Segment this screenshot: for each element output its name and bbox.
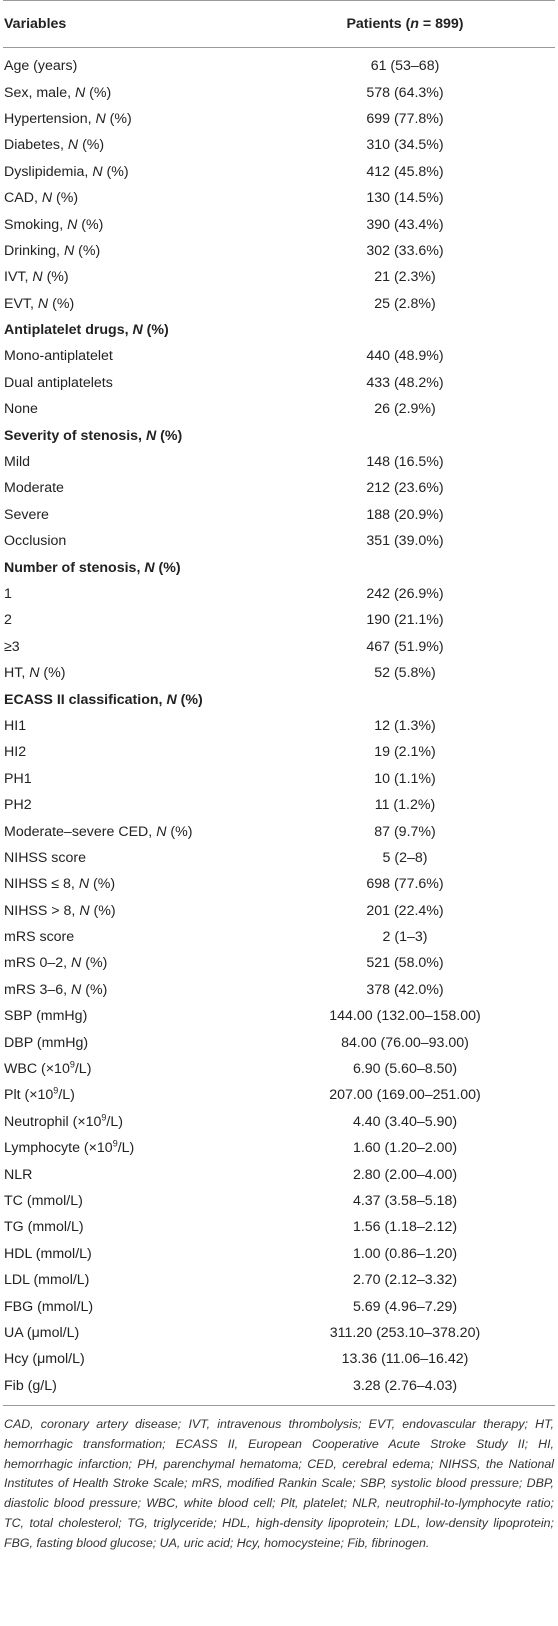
table-row: [3, 1029, 555, 1055]
row-value: 521 (58.0%): [366, 955, 444, 972]
table-row: [3, 1109, 555, 1135]
row-label: HI1: [4, 717, 27, 734]
row-label: Hcy (μmol/L): [4, 1351, 85, 1368]
row-value: 61 (53–68): [370, 58, 440, 75]
table-row: [3, 475, 555, 501]
row-label: ECASS II classification, N (%): [4, 691, 203, 708]
row-label: Mono-antiplatelet: [4, 348, 113, 365]
table-row: [3, 766, 555, 792]
row-label: Drinking, N (%): [4, 242, 101, 259]
row-label: 2: [4, 612, 12, 629]
table-row: [3, 1082, 555, 1108]
row-label: Dyslipidemia, N (%): [4, 163, 129, 180]
row-value: 190 (21.1%): [366, 612, 444, 629]
row-label: DBP (mmHg): [4, 1034, 89, 1051]
table-row: [3, 1161, 555, 1187]
table-row: [3, 185, 555, 211]
table-row: [3, 660, 555, 686]
row-value: 130 (14.5%): [366, 190, 444, 207]
row-value: 5 (2–8): [382, 849, 428, 866]
row-label: mRS 3–6, N (%): [4, 981, 108, 998]
row-label: Plt $(\times 10^9/L)$: [4, 1085, 75, 1104]
header-patients: Patients (n = 899): [346, 16, 464, 32]
row-label: None: [4, 401, 38, 418]
row-label: Severity of stenosis, N (%): [4, 427, 183, 444]
row-value: 1.00 (0.86–1.20): [352, 1245, 458, 1262]
row-label: mRS score: [4, 929, 75, 946]
row-value: 4.40 (3.40–5.90): [352, 1113, 458, 1130]
section-header-row: [3, 554, 555, 580]
table-row: [3, 264, 555, 290]
table-row: [3, 1003, 555, 1029]
row-label: Lymphocyte $(\times 10^9/L)$: [4, 1138, 135, 1157]
table-body: [3, 48, 555, 1399]
row-value: 10 (1.1%): [374, 770, 436, 787]
table-row: [3, 1346, 555, 1372]
row-label: SBP (mmHg): [4, 1008, 88, 1025]
table-row: [3, 924, 555, 950]
table-row: [3, 950, 555, 976]
table-row: [3, 343, 555, 369]
row-value: 440 (48.9%): [366, 348, 444, 365]
row-label: Neutrophil $(\times 10^9/L)$: [4, 1112, 123, 1130]
row-label: TG (mmol/L): [4, 1219, 84, 1236]
table-row: [3, 792, 555, 818]
row-value: 201 (22.4%): [366, 902, 444, 919]
table-row: [3, 1373, 555, 1399]
row-label: Moderate–severe CED, N (%): [4, 823, 193, 840]
row-value: 2 (1–3): [382, 929, 428, 946]
header-variables: Variables: [4, 16, 67, 32]
table-row: [3, 1056, 555, 1082]
row-value: 5.69 (4.96–7.29): [352, 1298, 458, 1315]
row-label: NIHSS score: [4, 849, 86, 866]
row-label: WBC $(\times 10^9/L)$: [4, 1059, 92, 1078]
table-row: [3, 396, 555, 422]
table-row: [3, 977, 555, 1003]
table-row: [3, 211, 555, 237]
row-label: Mild: [4, 454, 31, 471]
section-header-row: [3, 317, 555, 343]
row-label: HT, N (%): [4, 665, 66, 682]
row-value: 351 (39.0%): [366, 533, 444, 550]
row-label: ≥3: [4, 638, 20, 655]
row-value: 52 (5.8%): [374, 665, 436, 682]
row-value: 1.60 (1.20–2.00): [352, 1140, 458, 1157]
row-value: 6.90 (5.60–8.50): [352, 1061, 458, 1078]
row-label: Antiplatelet drugs, N (%): [4, 322, 169, 339]
table-row: [3, 634, 555, 660]
row-label: Dual antiplatelets: [4, 374, 113, 391]
table-row: [3, 1135, 555, 1161]
row-label: Sex, male, N (%): [4, 84, 112, 101]
section-header-row: [3, 686, 555, 712]
row-label: NIHSS > 8, N (%): [4, 902, 116, 919]
row-value: 19 (2.1%): [374, 744, 436, 761]
row-value: 188 (20.9%): [366, 506, 444, 523]
row-label: PH2: [4, 797, 32, 814]
row-label: Smoking, N (%): [4, 216, 104, 233]
row-label: Age (years): [4, 58, 78, 75]
table-row: [3, 53, 555, 79]
row-label: PH1: [4, 770, 32, 787]
table-row: [3, 159, 555, 185]
row-value: 433 (48.2%): [366, 374, 444, 391]
row-label: Occlusion: [4, 533, 67, 550]
row-value: 242 (26.9%): [366, 586, 444, 602]
table-row: [3, 713, 555, 739]
row-label: Number of stenosis, N (%): [4, 559, 181, 576]
row-label: NLR: [4, 1166, 33, 1183]
row-label: UA (μmol/L): [4, 1324, 80, 1341]
table-row: [3, 106, 555, 132]
row-label: IVT, N (%): [4, 269, 69, 286]
table-row: [3, 79, 555, 105]
row-value: 13.36 (11.06–16.42): [341, 1351, 469, 1368]
row-label: Severe: [4, 506, 49, 523]
table-row: [3, 1267, 555, 1293]
row-label: HI2: [4, 744, 27, 761]
row-value: 25 (2.8%): [374, 295, 436, 312]
table-footnote: CAD, coronary artery disease; IVT, intravenous thrombolysis; EVT, endovascular therapy; HT, hemorrhagic transformation; ECASS II, European Cooperative Acute Stroke Study II; HI, hemorrhagic infarction; PH, parenchymal hematoma; CED, cerebral edema; NIHSS, the National Institutes of Health Stroke Scale; mRS, modified Rankin Scale; SBP, systolic blood pressure; DBP, diastolic blood pressure; WBC, white blood cell; Plt, platelet; NLR, neutrophil-to-lymphocyte ratio; TC, total cholesterol; TG, triglyceride; HDL, high-density lipoprotein; LDL, low-density lipoprotein; FBG, fasting blood glucose; UA, uric acid; Hcy, homocysteine; Fib, fibrinogen.: [4, 1416, 554, 1550]
row-value: 2.70 (2.12–3.32): [352, 1272, 458, 1289]
row-value: 1.56 (1.18–2.12): [352, 1219, 458, 1236]
table-row: [3, 238, 555, 264]
table-row: [3, 581, 555, 607]
row-value: 26 (2.9%): [374, 401, 436, 418]
row-value: 207.00 (169.00–251.00): [329, 1087, 481, 1104]
row-value: 302 (33.6%): [366, 242, 444, 259]
row-value: 390 (43.4%): [366, 216, 444, 233]
row-value: 467 (51.9%): [366, 638, 444, 655]
table-row: [3, 607, 555, 633]
row-value: 311.20 (253.10–378.20): [329, 1324, 481, 1341]
table-row: [3, 132, 555, 158]
table-row: [3, 1188, 555, 1214]
row-label: CAD, N (%): [4, 190, 79, 207]
table-row: [3, 898, 555, 924]
table-row: [3, 449, 555, 475]
table-row: [3, 1320, 555, 1346]
table-header: [3, 1, 555, 48]
row-label: 1: [4, 586, 12, 602]
row-value: 212 (23.6%): [366, 480, 444, 497]
row-value: 148 (16.5%): [366, 454, 444, 471]
table-row: [3, 370, 555, 396]
row-label: Fib (g/L): [4, 1377, 57, 1394]
row-label: mRS 0–2, N (%): [4, 955, 108, 972]
table-row: [3, 818, 555, 844]
section-header-row: [3, 422, 555, 448]
row-value: 4.37 (3.58–5.18): [352, 1192, 458, 1209]
row-value: 378 (42.0%): [366, 981, 444, 998]
table-row: [3, 1214, 555, 1240]
row-value: 3.28 (2.76–4.03): [352, 1377, 458, 1394]
row-value: 21 (2.3%): [374, 269, 436, 286]
table-row: [3, 502, 555, 528]
table-row: [3, 739, 555, 765]
row-value: 310 (34.5%): [366, 137, 444, 154]
table-row: [3, 528, 555, 554]
row-value: 698 (77.6%): [366, 876, 444, 893]
table-row: [3, 845, 555, 871]
row-label: Moderate: [4, 480, 64, 497]
table-row: [3, 1293, 555, 1319]
row-value: 84.00 (76.00–93.00): [341, 1034, 469, 1051]
row-label: Diabetes, N (%): [4, 137, 105, 154]
row-value: 144.00 (132.00–158.00): [329, 1008, 481, 1025]
row-label: NIHSS ≤ 8, N (%): [4, 876, 116, 893]
table-row: [3, 871, 555, 897]
row-label: EVT, N (%): [4, 295, 75, 312]
row-value: 87 (9.7%): [374, 823, 436, 840]
row-value: 11 (1.2%): [374, 797, 436, 814]
row-value: 2.80 (2.00–4.00): [352, 1166, 458, 1183]
table-row: [3, 291, 555, 317]
row-value: 412 (45.8%): [366, 163, 444, 180]
table-row: [3, 1241, 555, 1267]
row-label: FBG (mmol/L): [4, 1298, 94, 1315]
row-value: 12 (1.3%): [374, 717, 436, 734]
row-label: HDL (mmol/L): [4, 1245, 92, 1262]
row-label: Hypertension, N (%): [4, 110, 132, 127]
row-value: 578 (64.3%): [366, 84, 444, 101]
row-label: LDL (mmol/L): [4, 1272, 90, 1289]
row-label: TC (mmol/L): [4, 1192, 83, 1209]
row-value: 699 (77.8%): [366, 110, 444, 127]
